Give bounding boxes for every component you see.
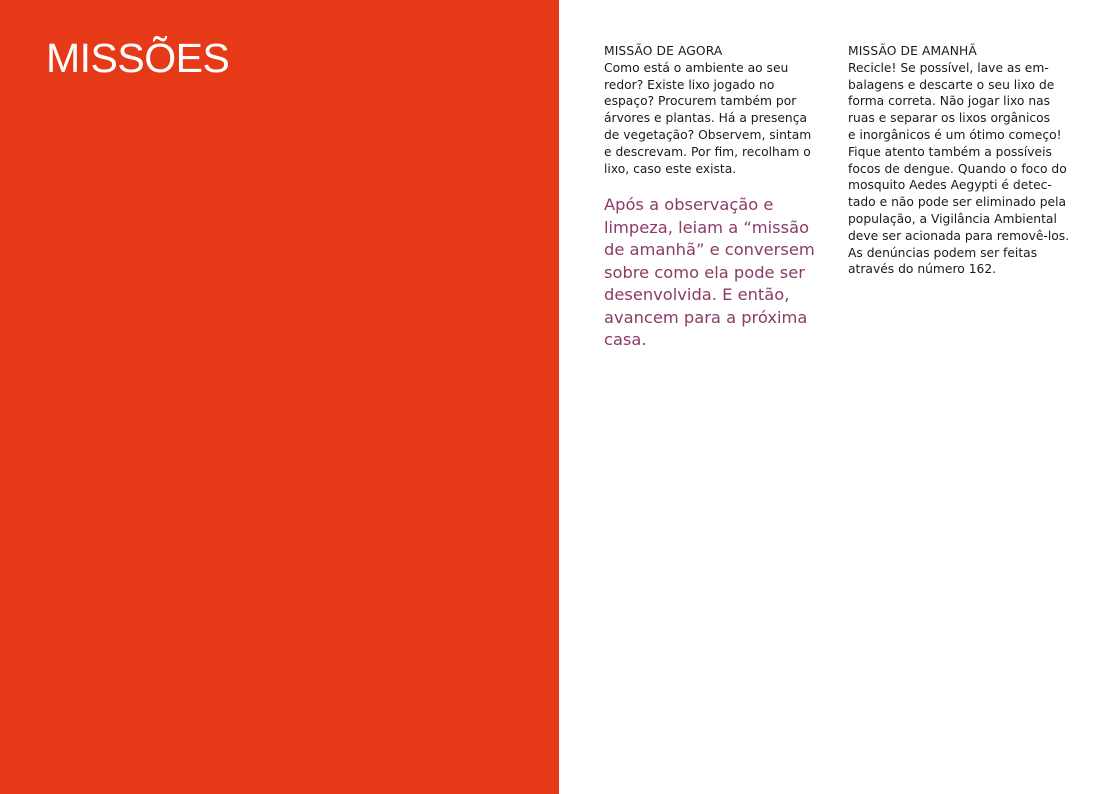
mission-tomorrow-body: Recicle! Se possível, lave as em- balagens e descarte o seu lixo de forma correta. Não jogar lixo nas ruas e separar os lixos orgânicos e inorgânicos é um ótimo começo! Fique atento também a possíveis focos de dengue. Quando o foco do mosquito Aedes Aegypti é detec- tado e não pode ser eliminado pela população, a Vigilância Ambiental deve ser acionada para removê-los. As denúncias podem ser feitas através do número 162. <box>848 60 1070 277</box>
mission-tomorrow-column <box>848 43 1076 278</box>
mission-now-body: Como está o ambiente ao seu redor? Existe lixo jogado no espaço? Procurem também por árvores e plantas. Há a presença de vegetação? Observem, sintam e descrevam. Por fim, recolham o lixo, caso este exista. <box>604 60 812 176</box>
mission-tomorrow-heading: MISSÃO DE AMANHÃ <box>848 44 977 58</box>
page-title: MISSÕES <box>46 35 230 81</box>
mission-now-callout: Após a observação e limpeza, leiam a “missão de amanhã” e conversem sobre como ela pode ser desenvolvida. E então, avancem para a próxima casa. <box>604 195 815 350</box>
right-page <box>559 0 1119 794</box>
mission-now-heading: MISSÃO DE AGORA <box>604 44 723 58</box>
left-page <box>0 0 559 794</box>
mission-now-column <box>604 43 819 352</box>
